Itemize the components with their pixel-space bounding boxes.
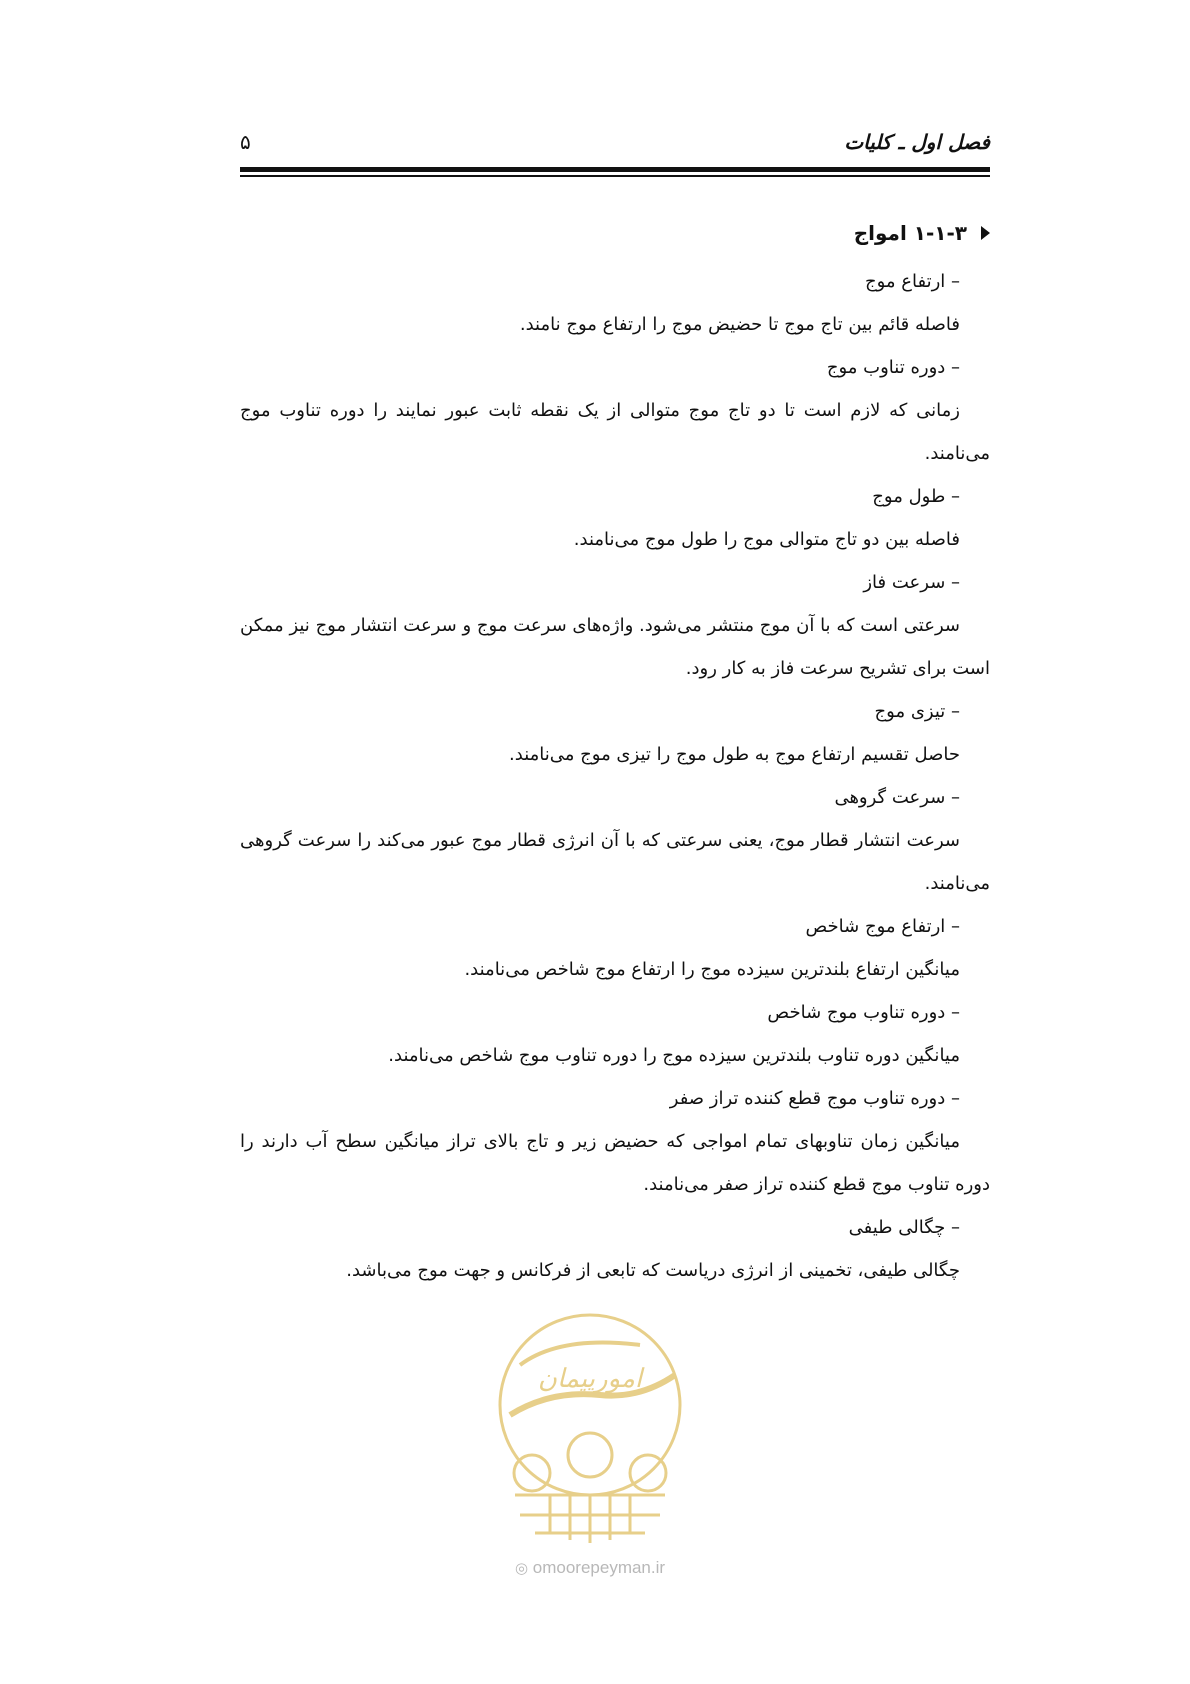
definition-wavelength: فاصله بین دو تاج متوالی موج را طول موج می‌نامند. <box>573 529 960 550</box>
definition-group-velocity: سرعت انتشار قطار موج، یعنی سرعتی که با آن انرژی قطار موج عبور می‌کند را سرعت گروهی می‌نامند. <box>240 830 990 894</box>
watermark-seal-icon <box>490 1295 690 1555</box>
triangle-bullet-icon <box>981 226 990 240</box>
header-rule-thin <box>240 175 990 177</box>
definition-wave-period: زمانی که لازم است تا دو تاج موج متوالی از یک نقطه ثابت عبور نمایند را دوره تناوب موج می‌نامند. <box>240 400 990 464</box>
definition-phase-velocity: سرعتی است که با آن موج منتشر می‌شود. واژه‌های سرعت موج و سرعت انتشار موج نیز ممکن است برای تشریح سرعت فاز به کار رود. <box>240 615 990 679</box>
term-wave-steepness: – تیزی موج <box>874 701 960 722</box>
term-significant-wave-period: – دوره تناوب موج شاخص <box>767 1002 960 1023</box>
watermark-logo-text: امورپیمان <box>537 1364 643 1394</box>
term-phase-velocity: – سرعت فاز <box>863 572 960 593</box>
at-sign-icon: ◎ <box>514 1560 529 1577</box>
term-zero-crossing-period: – دوره تناوب موج قطع کننده تراز صفر <box>669 1088 960 1109</box>
term-wavelength: – طول موج <box>872 486 960 507</box>
definition-wave-height: فاصله قائم بین تاج موج تا حضیض موج را ارتفاع موج نامند. <box>519 314 960 335</box>
page-content <box>240 208 990 1292</box>
section-heading <box>240 208 990 258</box>
definition-wave-steepness: حاصل تقسیم ارتفاع موج به طول موج را تیزی موج می‌نامند. <box>509 744 960 765</box>
definition-zero-crossing-period: میانگین زمان تناوبهای تمام امواجی که حضیض زیر و تاج بالای تراز میانگین سطح آب دارند را دوره تناوب موج قطع کننده تراز صفر می‌نامند. <box>240 1131 990 1195</box>
definition-significant-wave-period: میانگین دوره تناوب بلندترین سیزده موج را دوره تناوب موج شاخص می‌نامند. <box>388 1045 960 1066</box>
term-significant-wave-height: – ارتفاع موج شاخص <box>805 916 960 937</box>
term-wave-period: – دوره تناوب موج <box>826 357 960 378</box>
section-heading-text: ۱-۱-۳ امواج <box>853 221 967 245</box>
definition-significant-wave-height: میانگین ارتفاع بلندترین سیزده موج را ارتفاع موج شاخص می‌نامند. <box>464 959 960 980</box>
term-group-velocity: – سرعت گروهی <box>834 787 960 808</box>
definition-spectral-density: چگالی طیفی، تخمینی از انرژی دریاست که تابعی از فرکانس و جهت موج می‌باشد. <box>346 1260 960 1281</box>
term-spectral-density: – چگالی طیفی <box>848 1217 960 1238</box>
watermark-logo <box>490 1295 690 1555</box>
term-wave-height: – ارتفاع موج <box>864 271 960 292</box>
header-rule-thick <box>240 167 990 172</box>
watermark-website <box>470 1558 710 1578</box>
watermark-website-text: omoorepeyman.ir <box>532 1558 666 1577</box>
page-header <box>240 120 990 160</box>
chapter-title: فصل اول ـ کلیات <box>844 130 990 154</box>
page-number: ۵ <box>240 130 251 154</box>
